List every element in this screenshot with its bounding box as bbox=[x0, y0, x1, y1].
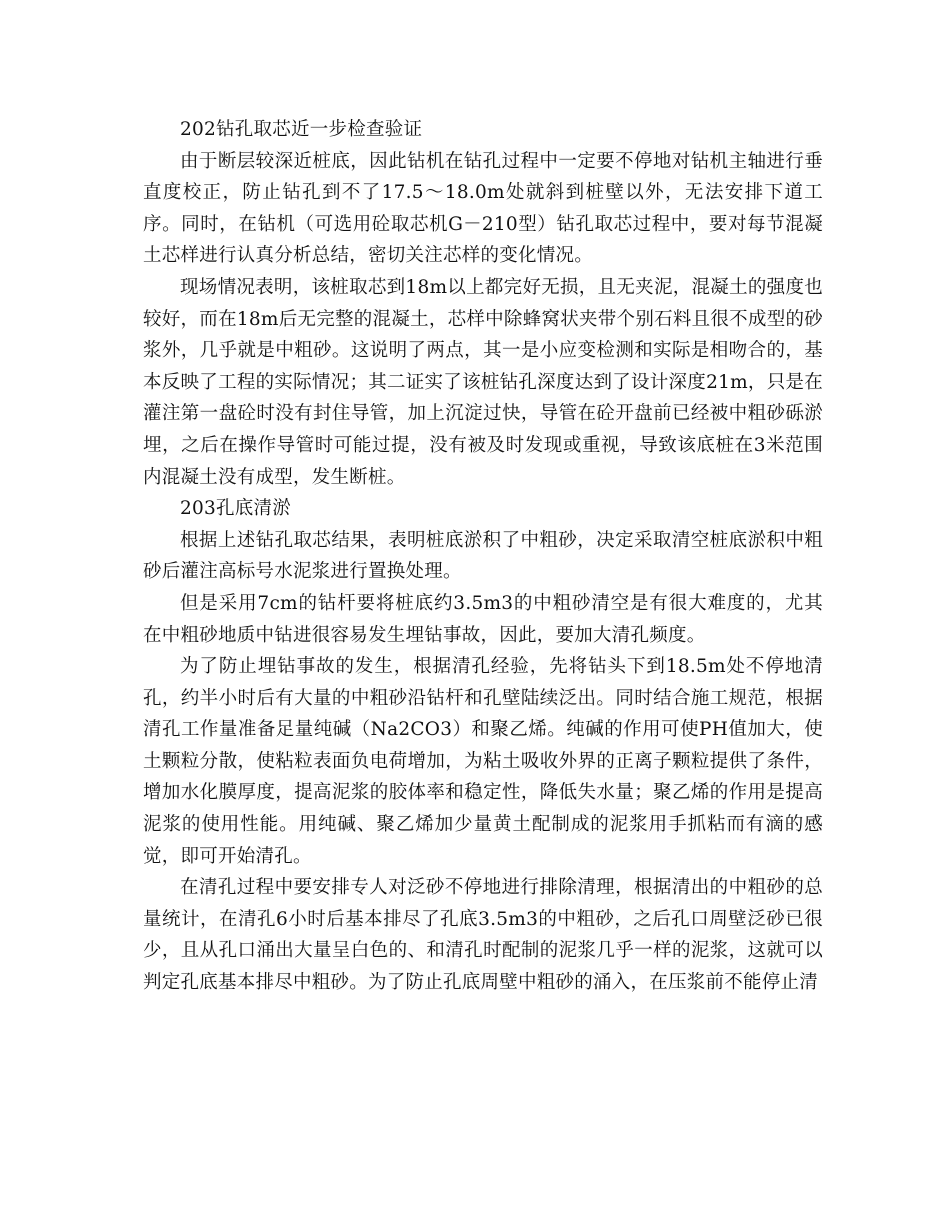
section-heading-203: 203孔底清淤 bbox=[180, 498, 292, 520]
paragraph: 由于断层较深近桩底，因此钻机在钻孔过程中一定要不停地对钻机主轴进行垂直度校正，防止钻孔到不了17.5～18.0m处就斜到桩壁以外，无法安排下道工序。同时，在钻机（可选用砼取芯机G－210型）钻孔取芯过程中，要对每节混凝土芯样进行认真分析总结，密切关注芯样的变化情况。 bbox=[143, 150, 823, 267]
document-body bbox=[143, 114, 823, 999]
paragraph: 但是采用7cm的钻杆要将桩底约3.5m3的中粗砂清空是有很大难度的，尤其在中粗砂地质中钻进很容易发生埋钻事故，因此，要加大清孔频度。 bbox=[143, 592, 823, 646]
paragraph: 为了防止埋钻事故的发生，根据清孔经验，先将钻头下到18.5m处不停地清孔，约半小时后有大量的中粗砂沿钻杆和孔壁陆续泛出。同时结合施工规范，根据清孔工作量准备足量纯碱（Na2CO3）和聚乙烯。纯碱的作用可使PH值加大，使土颗粒分散，使粘粒表面负电荷增加，为粘土吸收外界的正离子颗粒提供了条件，增加水化膜厚度，提高泥浆的胶体率和稳定性，降低失水量；聚乙烯的作用是提高泥浆的使用性能。用纯碱、聚乙烯加少量黄土配制成的泥浆用手抓粘而有滴的感觉，即可开始清孔。 bbox=[143, 656, 823, 867]
paragraph: 根据上述钻孔取芯结果，表明桩底淤积了中粗砂，决定采取清空桩底淤积中粗砂后灌注高标号水泥浆进行置换处理。 bbox=[143, 529, 823, 583]
section-heading-202: 202钻孔取芯近一步检查验证 bbox=[180, 119, 423, 140]
paragraph: 现场情况表明，该桩取芯到18m以上都完好无损，且无夹泥，混凝土的强度也较好，而在18m后无完整的混凝土，芯样中除蜂窝状夹带个别石料且很不成型的砂浆外，几乎就是中粗砂。这说明了两点，其一是小应变检测和实际是相吻合的，基本反映了工程的实际情况；其二证实了该桩钻孔深度达到了设计深度21m，只是在灌注第一盘砼时没有封住导管，加上沉淀过快，导管在砼开盘前已经被中粗砂砾淤埋，之后在操作导管时可能过提，没有被及时发现或重视，导致该底桩在3米范围内混凝土没有成型，发生断桩。 bbox=[143, 276, 823, 488]
paragraph: 在清孔过程中要安排专人对泛砂不停地进行排除清理，根据清出的中粗砂的总量统计，在清孔6小时后基本排尽了孔底3.5m3的中粗砂，之后孔口周壁泛砂已很少，且从孔口涌出大量呈白色的、和清孔时配制的泥浆几乎一样的泥浆，这就可以判定孔底基本排尽中粗砂。为了防止孔底周壁中粗砂的涌入，在压浆前不能停止清 bbox=[143, 877, 823, 994]
